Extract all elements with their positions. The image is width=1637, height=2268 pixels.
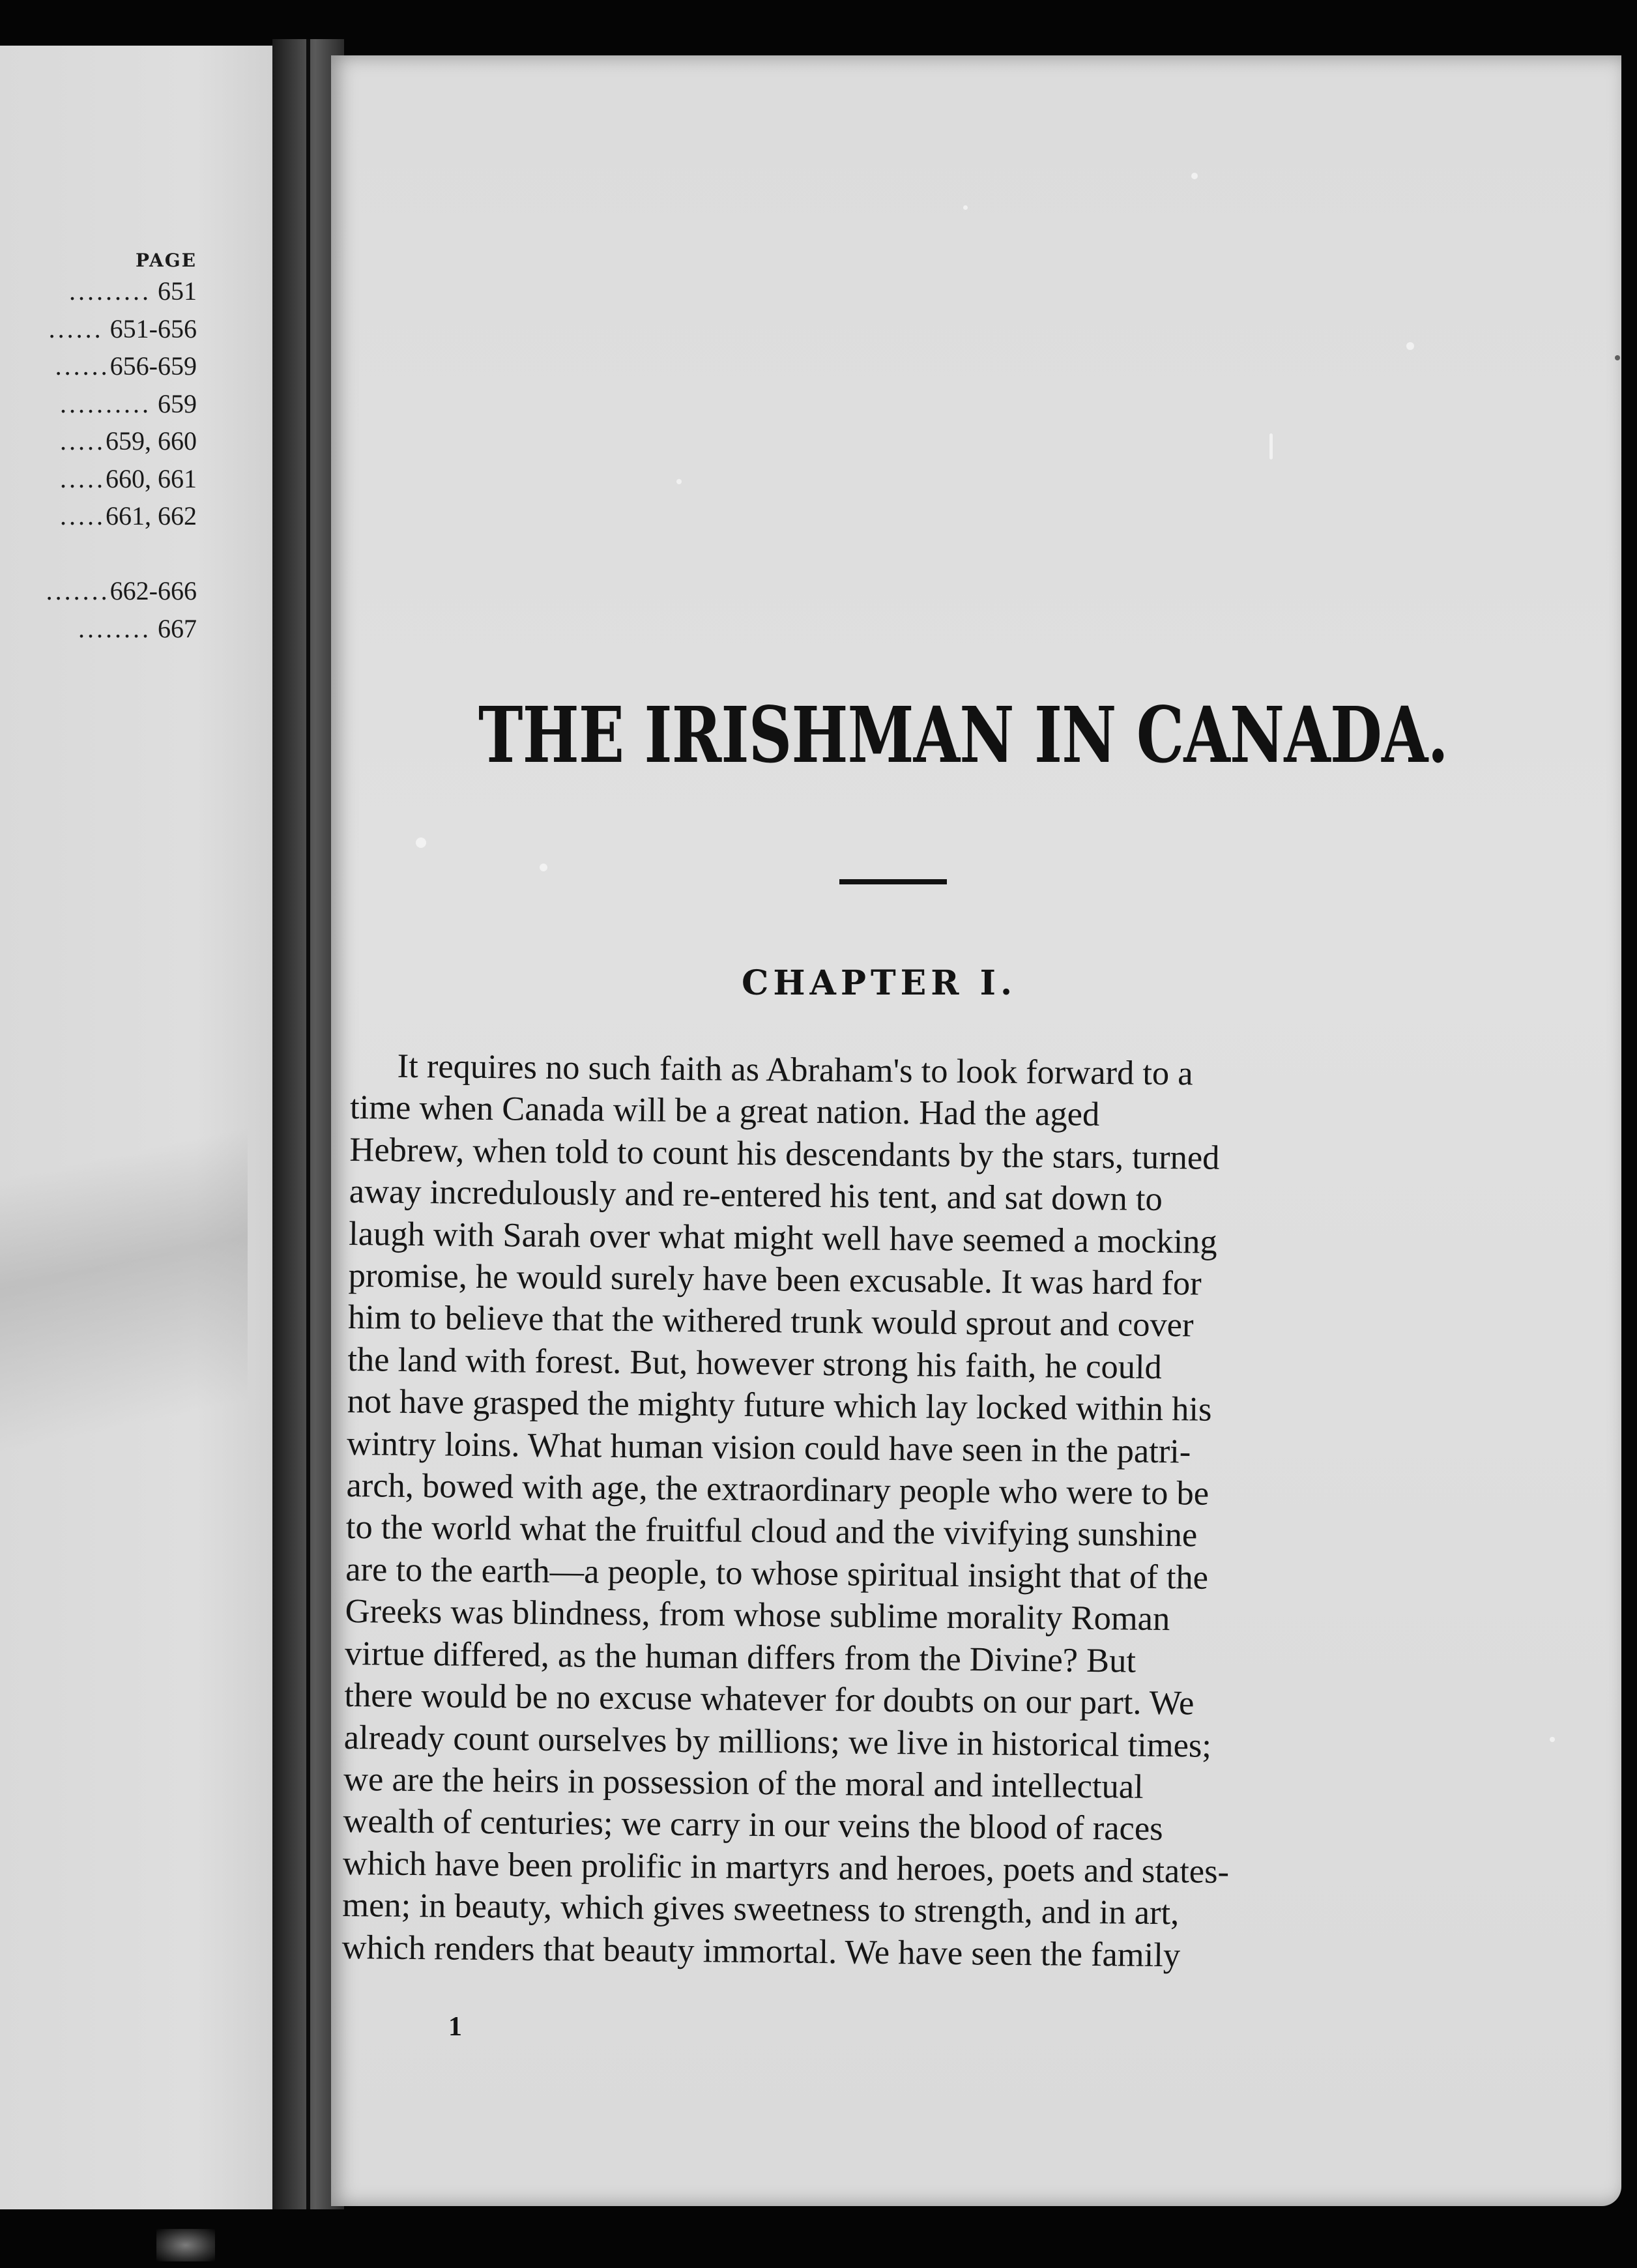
index-row xyxy=(0,460,197,498)
index-row xyxy=(0,535,197,573)
body-line: It requires no such faith as Abraham's to look forward to a xyxy=(397,1047,1193,1093)
body-line: already count ourselves by millions; we live in historical times; xyxy=(343,1718,1212,1765)
body-line: Hebrew, when told to count his descendants by the stars, turned xyxy=(349,1130,1220,1177)
body-line: there would be no excuse whatever for doubts on our part. We xyxy=(344,1676,1195,1723)
index-page-number: 651 xyxy=(158,276,197,306)
index-leader: ...... xyxy=(55,351,110,381)
index-page-number: 662-666 xyxy=(109,576,197,605)
binding-thread xyxy=(306,39,310,2209)
index-row xyxy=(0,310,197,348)
scan-speck xyxy=(1191,173,1198,179)
chapter-body xyxy=(341,1045,1419,1979)
index-page-number: 651-656 xyxy=(109,313,197,343)
scan-speck xyxy=(1615,355,1620,360)
scan-speck xyxy=(416,837,426,848)
scan-speck xyxy=(1406,342,1414,350)
body-line: time when Canada will be a great nation. Had the aged xyxy=(349,1088,1100,1134)
index-leader: ..... xyxy=(60,501,106,531)
index-row xyxy=(0,385,197,423)
body-line: him to believe that the withered trunk would sprout and cover xyxy=(347,1298,1194,1345)
index-page-number: 659, 660 xyxy=(106,426,197,456)
index-page-number: 656-659 xyxy=(109,351,197,381)
index-page-number: 659 xyxy=(158,388,197,418)
body-line: not have grasped the mighty future which lay locked within his xyxy=(347,1382,1212,1429)
index-page-number: 661, 662 xyxy=(106,501,197,531)
index-row xyxy=(0,347,197,385)
index-leader: ...... xyxy=(48,313,104,343)
body-line: to the world what the fruitful cloud and the vivifying sunshine xyxy=(345,1508,1198,1554)
index-leader: ..... xyxy=(60,463,106,493)
index-page-heading: PAGE xyxy=(136,250,197,271)
body-line: away incredulously and re-entered his tent, and sat down to xyxy=(349,1172,1163,1219)
scan-corner-artifact xyxy=(156,2229,215,2261)
index-row xyxy=(0,610,197,648)
index-leader: .......... xyxy=(60,388,151,418)
index-leader: ..... xyxy=(60,426,106,456)
body-line: are to the earth—a people, to whose spiritual insight that of the xyxy=(345,1550,1209,1597)
index-leader: ....... xyxy=(46,576,110,605)
index-leader: ........ xyxy=(78,613,151,643)
left-page xyxy=(0,46,280,2209)
index-page-number: 660, 661 xyxy=(106,463,197,493)
index-row xyxy=(0,422,197,460)
body-line: wealth of centuries; we carry in our veins the blood of races xyxy=(343,1802,1163,1848)
index-leader: ......... xyxy=(69,276,151,306)
fold-shadow xyxy=(0,1127,248,1454)
index-row xyxy=(0,272,197,310)
book-title: THE IRISHMAN IN CANADA. xyxy=(478,690,1448,780)
scan-speck xyxy=(963,205,968,210)
scan-speck xyxy=(1269,433,1273,459)
contents-index xyxy=(0,249,197,647)
body-line: the land with forest. But, however strong his faith, he could xyxy=(347,1340,1163,1386)
page-signature-mark: 1 xyxy=(448,2012,462,2042)
body-line: men; in beauty, which gives sweetness to strength, and in art, xyxy=(342,1886,1180,1932)
body-line: wintry loins. What human vision could have seen in the patri- xyxy=(346,1424,1191,1471)
scan-speck xyxy=(1550,1737,1555,1742)
scan-speck xyxy=(676,479,682,484)
body-line: laugh with Sarah over what might well have seemed a mocking xyxy=(348,1214,1217,1261)
body-line: which have been prolific in martyrs and heroes, poets and states- xyxy=(342,1844,1230,1891)
right-page xyxy=(331,55,1621,2206)
title-rule xyxy=(839,879,947,884)
index-row xyxy=(0,572,197,610)
body-line: we are the heirs in possession of the moral and intellectual xyxy=(343,1760,1144,1806)
chapter-heading: CHAPTER I. xyxy=(742,963,1017,1003)
scan-speck xyxy=(540,864,547,871)
body-line: arch, bowed with age, the extraordinary people who were to be xyxy=(346,1466,1210,1513)
body-line: virtue differed, as the human differs from the Divine? But xyxy=(344,1634,1137,1680)
body-line: Greeks was blindness, from whose sublime morality Roman xyxy=(345,1592,1170,1638)
index-row xyxy=(0,497,197,535)
body-line: which renders that beauty immortal. We have seen the family xyxy=(341,1928,1181,1974)
body-line: promise, he would surely have been excusable. It was hard for xyxy=(348,1257,1202,1303)
index-page-number: 667 xyxy=(158,613,197,643)
